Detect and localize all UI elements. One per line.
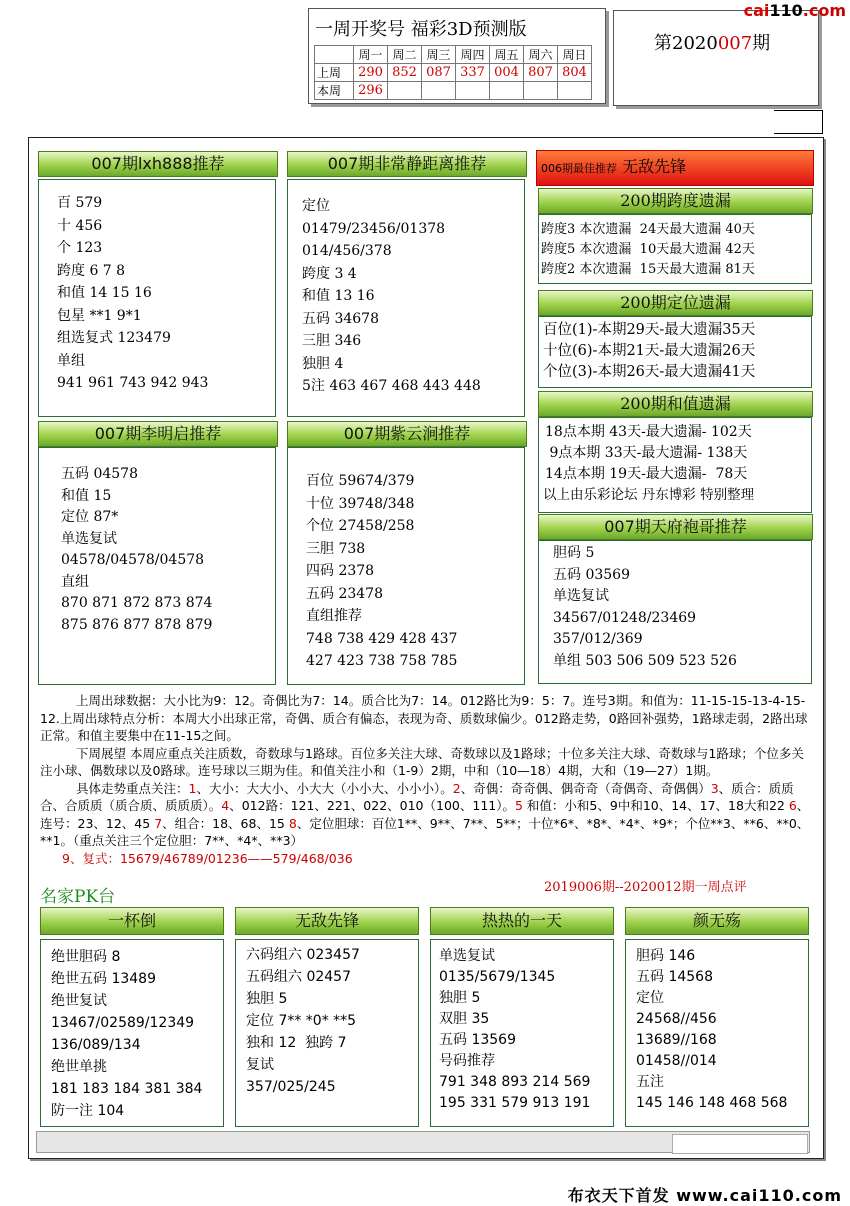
list-item: 791 348 893 214 569: [439, 1074, 591, 1090]
list-item: 直组: [61, 573, 89, 590]
section-title: 名家PK台: [40, 887, 116, 907]
issue-number: 第2020007期: [654, 33, 771, 54]
recommend-box-feichang: [287, 179, 525, 417]
result-cell: 807: [524, 64, 558, 82]
list-item: 绝世复试: [51, 993, 107, 1009]
row-label: 本周: [315, 82, 354, 100]
list-item: 和值 13 16: [302, 288, 375, 304]
list-item: 四码 2378: [306, 563, 375, 579]
recommend-box-limingqi: [38, 447, 276, 685]
recommend-box-ziyunjian: [287, 447, 525, 685]
list-item: 单组: [57, 352, 85, 369]
list-item: 绝世单挑: [51, 1059, 107, 1075]
result-cell: 004: [490, 64, 524, 82]
list-item: 独和 12 独跨 7: [246, 1035, 347, 1051]
recommend-box-tianfu: [538, 540, 812, 684]
box-title: 颜无殇: [625, 907, 809, 935]
list-item: 六码组六 023457: [246, 947, 360, 963]
footer-site[interactable]: 布衣天下首发 www.cai110.com: [567, 1186, 842, 1205]
list-item: 十位 39748/348: [306, 495, 415, 512]
box-title: 200期定位遗漏: [538, 290, 813, 316]
list-item: 百位 59674/379: [306, 473, 415, 489]
issue-panel: [613, 10, 819, 106]
list-item: 定位 7** *0* **5: [246, 1013, 357, 1029]
result-cell: 087: [422, 64, 456, 82]
day-cell: 周一: [354, 46, 388, 64]
list-item: 14点本期 19天-最大遗漏- 78天: [545, 466, 748, 482]
list-item: 跨度3 本次遗漏 24天最大遗漏 40天: [541, 222, 755, 237]
list-item: 定位 87*: [61, 509, 119, 525]
list-item: 独胆 4: [302, 355, 344, 372]
day-cell: 周四: [456, 46, 490, 64]
day-cell: 周三: [422, 46, 456, 64]
source-note: 以上由乐彩论坛 丹东博彩 特别整理: [543, 487, 755, 503]
list-item: 独胆 5: [246, 991, 288, 1007]
list-item: 胆码 146: [636, 948, 696, 964]
list-item: 百 579: [57, 195, 103, 211]
list-item: 5注 463 467 468 443 448: [302, 378, 481, 394]
list-item: 五注: [636, 1074, 664, 1090]
list-item: 单选复试: [439, 948, 495, 964]
list-item: 百位(1)-本期29天-最大遗漏35天: [543, 322, 756, 338]
panel-title: 一周开奖号 福彩3D预测版: [315, 19, 527, 40]
list-item: 870 871 872 873 874: [61, 595, 213, 611]
site-logo[interactable]: cai110.com: [743, 1, 846, 20]
list-item: 875 876 877 878 879: [61, 616, 213, 633]
list-item: 427 423 738 758 785: [306, 653, 458, 669]
list-item: 五码 23478: [306, 585, 383, 602]
list-item: 胆码 5: [553, 545, 595, 561]
box-title: 热热的一天: [430, 907, 614, 935]
list-item: 跨度 3 4: [302, 265, 357, 282]
list-item: 复试: [246, 1057, 274, 1073]
analysis-text: [40, 692, 810, 867]
row-label: 上周: [315, 64, 354, 82]
analysis-paragraph: 下周展望 本周应重点关注质数，奇数球与1路球。百位多关注大球、奇数球以及1路球；十位多关注大球、奇数球与1路球；个位多关注小球、偶数球以及0路球。连号球以三期为佳。和值关注小和（1-9）2期，中和（10—18）4期，大和（19—27）1期。: [40, 745, 804, 778]
list-item: 跨度2 本次遗漏 15天最大遗漏 81天: [541, 262, 755, 277]
list-item: 包星 **1 9*1: [57, 307, 142, 324]
list-item: 五码 03569: [553, 566, 630, 583]
list-item: 01479/23456/01378: [302, 220, 446, 237]
list-item: 跨度 6 7 8: [57, 262, 126, 279]
list-item: 组选复式 123479: [57, 330, 171, 346]
list-item: 18点本期 43天-最大遗漏- 102天: [545, 424, 752, 440]
box-title: 200期跨度遗漏: [538, 188, 813, 214]
table-row: [315, 64, 592, 82]
analysis-paragraph: 9、复式：15679/46789/01236——579/468/036: [62, 850, 353, 866]
pk-box-rere: [430, 939, 614, 1127]
list-item: 748 738 429 428 437: [306, 630, 458, 647]
period-note: 2019006期--2020012期一周点评: [544, 880, 747, 895]
list-item: 13689//168: [636, 1032, 717, 1048]
list-item: 01458//014: [636, 1053, 717, 1069]
list-item: 五码 04578: [61, 466, 138, 482]
day-cell: 周六: [524, 46, 558, 64]
analysis-paragraph: 具体走势重点关注：1、大小：大大小、小大大（小小大、小小小）。2、奇偶：奇奇偶、偶奇奇（奇偶奇、奇偶偶）3、质合：质质合、合质质（质合质、质质质）。4、012路：121、221、022、010（100、111）。5 和值：小和5、9中和10、14、17、18大和22 6、连号：23、12、45 7、组合：18、68、15 8、定位胆球：百位1**、9**、7**、5**；十位*6*、*8*、*4*、*9*；个位**3、**6、**0、**1。（重点关注三个定位胆：7**、*4*、**3）: [40, 780, 810, 848]
list-item: 五码 14568: [636, 969, 713, 985]
decorative-box: [774, 110, 823, 134]
span-miss-box: [538, 214, 812, 284]
list-item: 145 146 148 468 568: [636, 1095, 788, 1111]
list-item: 号码推荐: [439, 1053, 495, 1069]
list-item: 双胆 35: [439, 1011, 490, 1027]
position-miss-box: [538, 316, 812, 388]
list-item: 014/456/378: [302, 243, 392, 259]
list-item: 181 183 184 381 384: [51, 1081, 203, 1097]
table-header-row: [315, 46, 592, 64]
list-item: 357/025/245: [246, 1079, 336, 1095]
list-item: 9点本期 33天-最大遗漏- 138天: [545, 445, 748, 461]
list-item: 五码 13569: [439, 1032, 516, 1048]
list-item: 个位(3)-本期26天-最大遗漏41天: [543, 364, 756, 380]
list-item: 单组 503 506 509 523 526: [553, 652, 737, 669]
list-item: 防一注 104: [51, 1103, 125, 1119]
list-item: 三胆 346: [302, 333, 362, 349]
list-item: 单选复试: [553, 588, 609, 604]
list-item: 04578/04578/04578: [61, 552, 205, 568]
list-item: 13467/02589/12349: [51, 1015, 195, 1031]
list-item: 五码 34678: [302, 310, 379, 327]
list-item: 34567/01248/23469: [553, 609, 697, 626]
list-item: 357/012/369: [553, 631, 643, 647]
pk-box-yanwushang: [625, 939, 809, 1127]
list-item: 和值 15: [61, 487, 112, 504]
day-cell: 周日: [558, 46, 592, 64]
weekly-results-panel: [308, 8, 606, 104]
pk-box-wudi: [235, 939, 419, 1127]
weekly-results-table: [314, 45, 592, 100]
box-title: 200期和值遗漏: [538, 391, 813, 417]
result-cell: 296: [354, 82, 388, 100]
box-title: 一杯倒: [40, 907, 224, 935]
list-item: 独胆 5: [439, 990, 481, 1006]
list-item: 十 456: [57, 217, 103, 234]
list-item: 跨度5 本次遗漏 10天最大遗漏 42天: [541, 242, 755, 257]
list-item: 五码组六 02457: [246, 969, 351, 985]
best-recommend-banner: 006期最佳推荐 无敌先锋: [536, 150, 814, 186]
list-item: 十位(6)-本期21天-最大遗漏26天: [543, 343, 756, 359]
list-item: 定位: [636, 990, 664, 1006]
list-item: 三胆 738: [306, 540, 366, 557]
list-item: 195 331 579 913 191: [439, 1095, 591, 1111]
analysis-paragraph: 上周出球数据：大小比为9：12。奇偶比为7：14。质合比为7：14。012路比为9：5：7。连号3期。和值为：11-15-15-13-4-15-12.上周出球特点分析：本周大小出球正常，奇偶、质合有偏态，表现为奇、质数球偏少。012路走势，0路回补强势，1路球走弱，2路出球正常。和值主要集中在11-15之间。: [40, 693, 808, 743]
box-title: 无敌先锋: [235, 907, 419, 935]
result-cell: 337: [456, 64, 490, 82]
day-cell: 周二: [388, 46, 422, 64]
result-cell: 290: [354, 64, 388, 82]
result-cell: 852: [388, 64, 422, 82]
list-item: 定位: [302, 198, 330, 214]
list-item: 个位 27458/258: [306, 518, 415, 534]
list-item: 单选复试: [61, 530, 117, 547]
sum-miss-box: [538, 417, 812, 513]
box-title: 007期lxh888推荐: [38, 151, 278, 177]
list-item: 和值 14 15 16: [57, 285, 152, 301]
list-item: 0135/5679/1345: [439, 969, 556, 985]
box-title: 007期李明启推荐: [38, 421, 278, 447]
list-item: 绝世胆码 8: [51, 949, 121, 965]
list-item: 个 123: [57, 240, 103, 256]
list-item: 直组推荐: [306, 608, 362, 624]
list-item: 24568//456: [636, 1011, 717, 1027]
list-item: 绝世五码 13489: [51, 971, 156, 987]
box-title: 007期非常静距离推荐: [287, 151, 527, 177]
result-cell: 804: [558, 64, 592, 82]
bottom-blank: [672, 1134, 808, 1154]
box-title: 007期天府袍哥推荐: [538, 514, 813, 540]
table-row: [315, 82, 592, 100]
list-item: 941 961 743 942 943: [57, 375, 209, 391]
day-cell: 周五: [490, 46, 524, 64]
pk-box-yibeidao: [40, 939, 224, 1127]
recommend-box-lxh888: [38, 179, 276, 417]
box-title: 007期紫云涧推荐: [287, 421, 527, 447]
list-item: 136/089/134: [51, 1037, 141, 1053]
